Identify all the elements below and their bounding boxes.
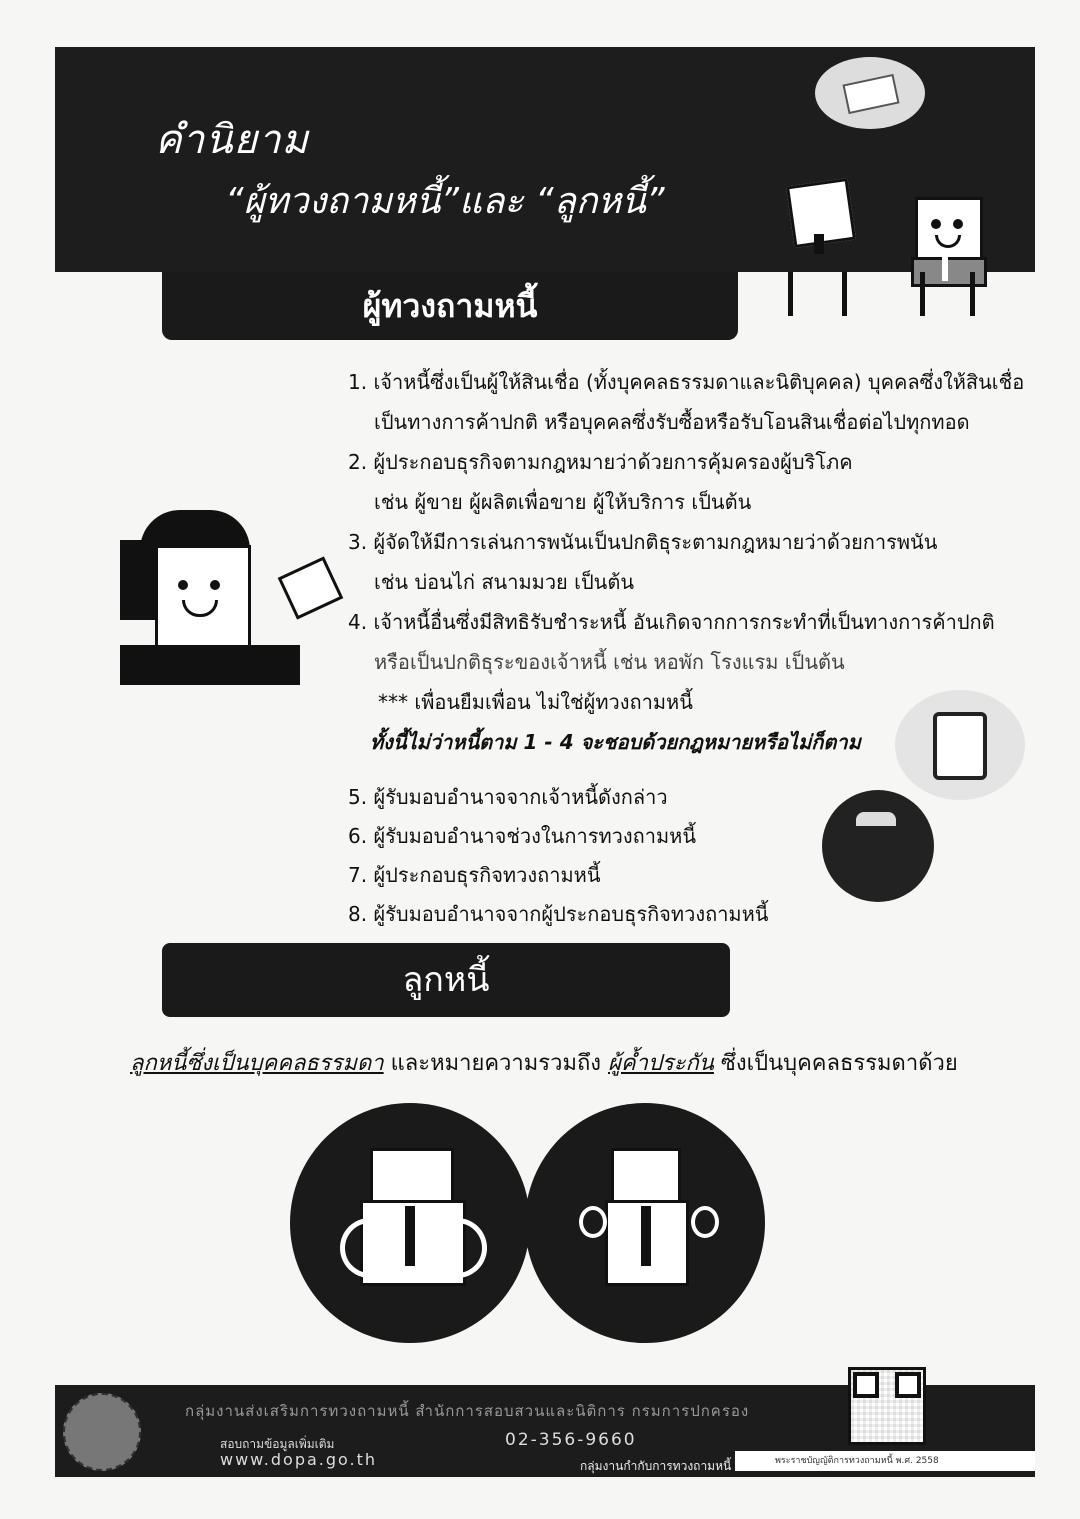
footer-phone: 02-356-9660 — [505, 1430, 637, 1450]
list-item: 8. ผู้รับมอบอำนาจจากผู้ประกอบธุรกิจทวงถามหนี้ — [348, 902, 769, 926]
collector-heading-bar — [162, 272, 738, 340]
list-item: 1. เจ้าหนี้ซึ่งเป็นผู้ให้สินเชื่อ (ทั้งบุคคลธรรมดาและนิติบุคคล) บุคคลซึ่งให้สินเชื่อ เป็นทางการค้าปกติ หรือบุคคลซึ่งรับซื้อหรือรับโอนสินเชื่อต่อไปทุกทอด — [348, 370, 1025, 434]
list-item: 2. ผู้ประกอบธุรกิจตามกฎหมายว่าด้วยการคุ้มครองผู้บริโภค เช่น ผู้ขาย ผู้ผลิตเพื่อขาย ผู้ให้บริการ เป็นต้น — [348, 450, 853, 514]
footer-law: พระราชบัญญัติการทวงถามหนี้ พ.ศ. 2558 — [735, 1451, 1035, 1471]
speech-bubble-icon — [815, 57, 925, 129]
character-legs-icon — [780, 272, 1000, 324]
list-item: 6. ผู้รับมอบอำนาจช่วงในการทวงถามหนี้ — [348, 824, 696, 848]
businessman-icon — [110, 510, 340, 685]
list-item: 5. ผู้รับมอบอำนาจจากเจ้าหนี้ดังกล่าว — [348, 785, 668, 809]
collector-list — [348, 362, 1038, 722]
debtor-heading: ลูกหนี้ — [402, 960, 490, 1000]
guarantor-circle-right — [525, 1103, 765, 1343]
debtor-circle-left — [290, 1103, 530, 1343]
footer-org: กลุ่มงานส่งเสริมการทวงถามหนี้ สำนักการสอบสวนและนิติการ กรมการปกครอง — [185, 1402, 750, 1420]
footer-inquiry: สอบถามข้อมูลเพิ่มเติม — [220, 1437, 335, 1451]
footer-website[interactable]: www.dopa.go.th — [220, 1450, 378, 1469]
friend-note: *** เพื่อนยืมเพื่อน ไม่ใช่ผู้ทวงถามหนี้ — [378, 690, 693, 714]
money-icon — [842, 74, 899, 114]
footer-group: กลุ่มงานกำกับการทวงถามหนี้ — [580, 1459, 732, 1473]
department-seal-icon — [63, 1393, 141, 1471]
debtor-heading-bar — [162, 943, 730, 1017]
debtor-character-icon — [360, 1148, 460, 1288]
natural-person-term: ลูกหนี้ซึ่งเป็นบุคคลธรรมดา — [130, 1051, 384, 1076]
header-banner — [55, 47, 1035, 272]
collector-list-2 — [348, 778, 968, 934]
title-line1: คำนิยาม — [155, 117, 309, 163]
list-item: 7. ผู้ประกอบธุรกิจทวงถามหนี้ — [348, 863, 601, 887]
legality-condition: ทั้งนี้ไม่ว่าหนี้ตาม 1 - 4 จะชอบด้วยกฎหมายหรือไม่ก็ตาม — [370, 730, 861, 754]
guarantor-character-icon — [605, 1148, 685, 1288]
footer-bar — [55, 1385, 1035, 1477]
guarantor-term: ผู้ค้ำประกัน — [608, 1051, 714, 1076]
collector-heading: ผู้ทวงถามหนี้ — [362, 287, 538, 325]
debtor-definition: ลูกหนี้ซึ่งเป็นบุคคลธรรมดา และหมายความรวมถึง ผู้ค้ำประกัน ซึ่งเป็นบุคคลธรรมดาด้วย — [130, 1051, 958, 1076]
title-line2: “ผู้ทวงถามหนี้”และ “ลูกหนี้” — [225, 181, 665, 222]
list-item: 3. ผู้จัดให้มีการเล่นการพนันเป็นปกติธุระตามกฎหมายว่าด้วยการพนัน เช่น บ่อนไก่ สนามมวย เป็นต้น — [348, 530, 938, 594]
list-item: 4. เจ้าหนี้อื่นซึ่งมีสิทธิรับชำระหนี้ อันเกิดจากการกระทำที่เป็นทางการค้าปกติ หรือเป็นปกติธุระของเจ้าหนี้ เช่น หอพัก โรงแรม เป็นต้น — [348, 610, 995, 674]
qr-code-icon — [848, 1367, 926, 1445]
